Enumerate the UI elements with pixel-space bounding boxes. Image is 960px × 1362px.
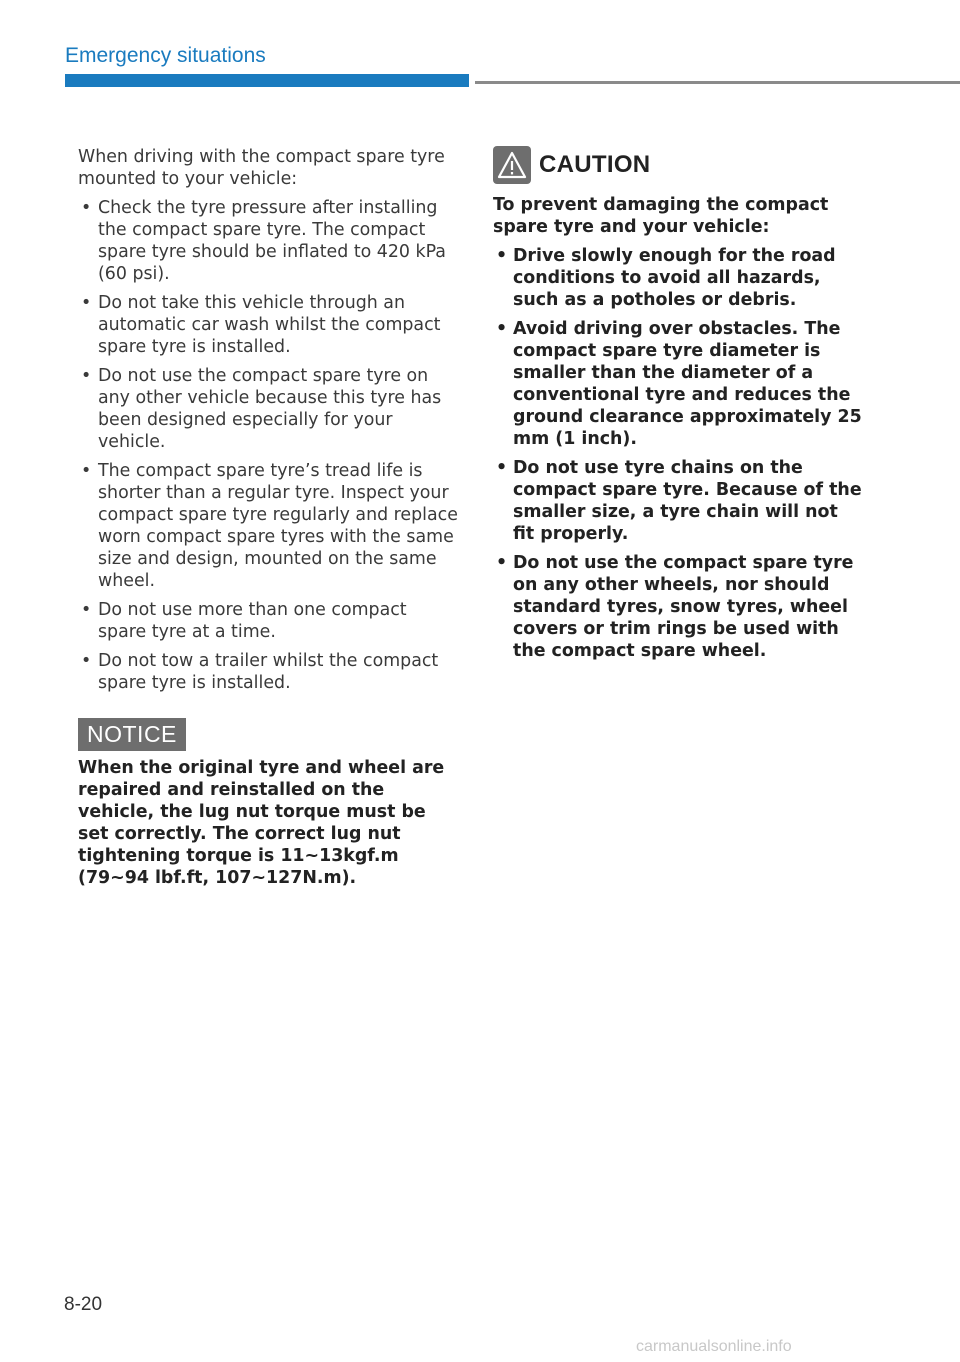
bullet-dot: • (81, 198, 92, 218)
list-item-text: Check the tyre pressure after installing the compact spare tyre. The compact spare tyre should be inflated to 420 kPa (60 psi). (98, 198, 446, 284)
list-item (78, 292, 458, 358)
list-item-text: Avoid driving over obstacles. The compact spare tyre diameter is smaller than the diameter of a conventional tyre and reduces the ground clearance approximately 25 mm (1 inch). (513, 319, 862, 449)
list-item (493, 552, 863, 662)
caution-bullet-list (493, 245, 863, 662)
watermark-text: carmanualsonline.info (636, 1338, 792, 1355)
caution-header (493, 146, 863, 184)
list-item (78, 197, 458, 285)
list-item (78, 599, 458, 643)
intro-paragraph: When driving with the compact spare tyre mounted to your vehicle: (78, 147, 445, 189)
bullet-dot: • (81, 600, 92, 620)
caution-label: CAUTION (539, 151, 651, 178)
notice-text: When the original tyre and wheel are repaired and reinstalled on the vehicle, the lug nut torque must be set correctly. The correct lug nut tightening torque is 11~13kgf.m (79~94 lbf.ft, 107~127N.m). (78, 758, 445, 888)
list-item-text: Do not take this vehicle through an automatic car wash whilst the compact spare tyre is installed. (98, 293, 441, 357)
notice-badge: NOTICE (78, 718, 186, 751)
list-item-text: Drive slowly enough for the road conditions to avoid all hazards, such as a potholes or debris. (513, 246, 836, 310)
list-item-text: Do not use the compact spare tyre on any other wheels, nor should standard tyres, snow tyres, wheel covers or trim rings be used with the compact spare wheel. (513, 553, 854, 661)
list-item (493, 318, 863, 450)
bullet-dot: • (81, 461, 92, 481)
list-item-text: Do not tow a trailer whilst the compact spare tyre is installed. (98, 651, 439, 693)
list-item-text: The compact spare tyre’s tread life is shorter than a regular tyre. Inspect your compact spare tyre regularly and replace worn compact spare tyres with the same size and design, mounted on the same wheel. (98, 461, 458, 591)
section-title: Emergency situations (65, 44, 266, 67)
list-item (78, 460, 458, 592)
warning-triangle-icon (493, 146, 531, 184)
list-item-text: Do not use more than one compact spare tyre at a time. (98, 600, 407, 642)
list-item-text: Do not use the compact spare tyre on any other vehicle because this tyre has been designed especially for your vehicle. (98, 366, 442, 452)
caution-block (493, 146, 863, 669)
bullet-dot: • (496, 458, 508, 478)
bullet-dot: • (81, 366, 92, 386)
header-rule-accent (65, 74, 469, 87)
caution-intro: To prevent damaging the compact spare tyre and your vehicle: (493, 195, 829, 237)
list-item (78, 650, 458, 694)
bullet-dot: • (496, 246, 508, 266)
bullet-dot: • (81, 293, 92, 313)
bullet-dot: • (496, 553, 508, 573)
left-column (78, 146, 458, 701)
list-item (78, 365, 458, 453)
list-item-text: Do not use tyre chains on the compact spare tyre. Because of the smaller size, a tyre chain will not fit properly. (513, 458, 862, 544)
bullet-dot: • (496, 319, 508, 339)
header-rule-grey (475, 81, 960, 84)
list-item (493, 457, 863, 545)
list-item (493, 245, 863, 311)
page-number: 8-20 (64, 1294, 103, 1315)
spare-tyre-bullet-list (78, 197, 458, 694)
bullet-dot: • (81, 651, 92, 671)
